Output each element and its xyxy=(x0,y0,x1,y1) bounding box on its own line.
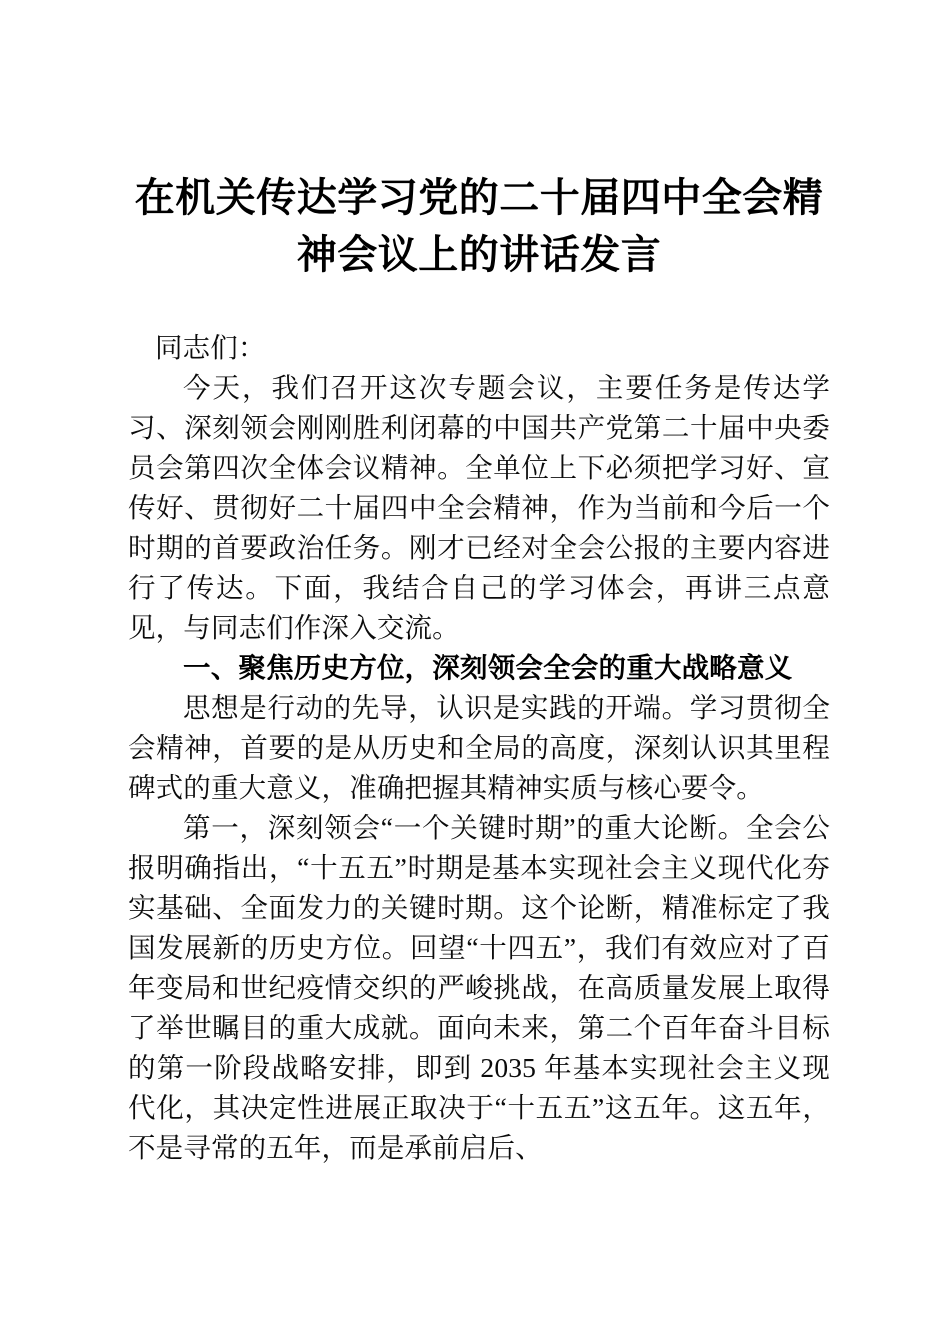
paragraph-section-one-intro: 思想是行动的先导，认识是实践的开端。学习贯彻全会精神，首要的是从历史和全局的高度，深刻认识其里程碑式的重大意义，准确把握其精神实质与核心要令。 xyxy=(128,692,830,803)
document-body xyxy=(128,328,830,1168)
document-content xyxy=(128,0,830,1168)
paragraph-point-one: 第一，深刻领会“一个关键时期”的重大论断。全会公报明确指出，“十五五”时期是基本实现社会主义现代化夯实基础、全面发力的关键时期。这个论断，精准标定了我国发展新的历史方位。回望“十四五”，我们有效应对了百年变局和世纪疫情交织的严峻挑战，在高质量发展上取得了举世瞩目的重大成就。面向未来，第二个百年奋斗目标的第一阶段战略安排，即到 2035 年基本实现社会主义现代化，其决定性进展正取决于“十五五”这五年。这五年，不是寻常的五年，而是承前启后、 xyxy=(128,812,830,1163)
page-title: 在机关传达学习党的二十届四中全会精神会议上的讲话发言 xyxy=(134,176,824,277)
section-heading-one: 一、聚焦历史方位，深刻领会全会的重大战略意义 xyxy=(183,652,793,683)
salutation-line: 同志们： xyxy=(155,332,266,363)
paragraph-opening: 今天，我们召开这次专题会议，主要任务是传达学习、深刻领会刚刚胜利闭幕的中国共产党第二十届中央委员会第四次全体会议精神。全单位上下必须把学习好、宣传好、贯彻好二十届四中全会精神，作为当前和今后一个时期的首要政治任务。刚才已经对全会公报的主要内容进行了传达。下面，我结合自己的学习体会，再讲三点意见，与同志们作深入交流。 xyxy=(128,372,830,643)
